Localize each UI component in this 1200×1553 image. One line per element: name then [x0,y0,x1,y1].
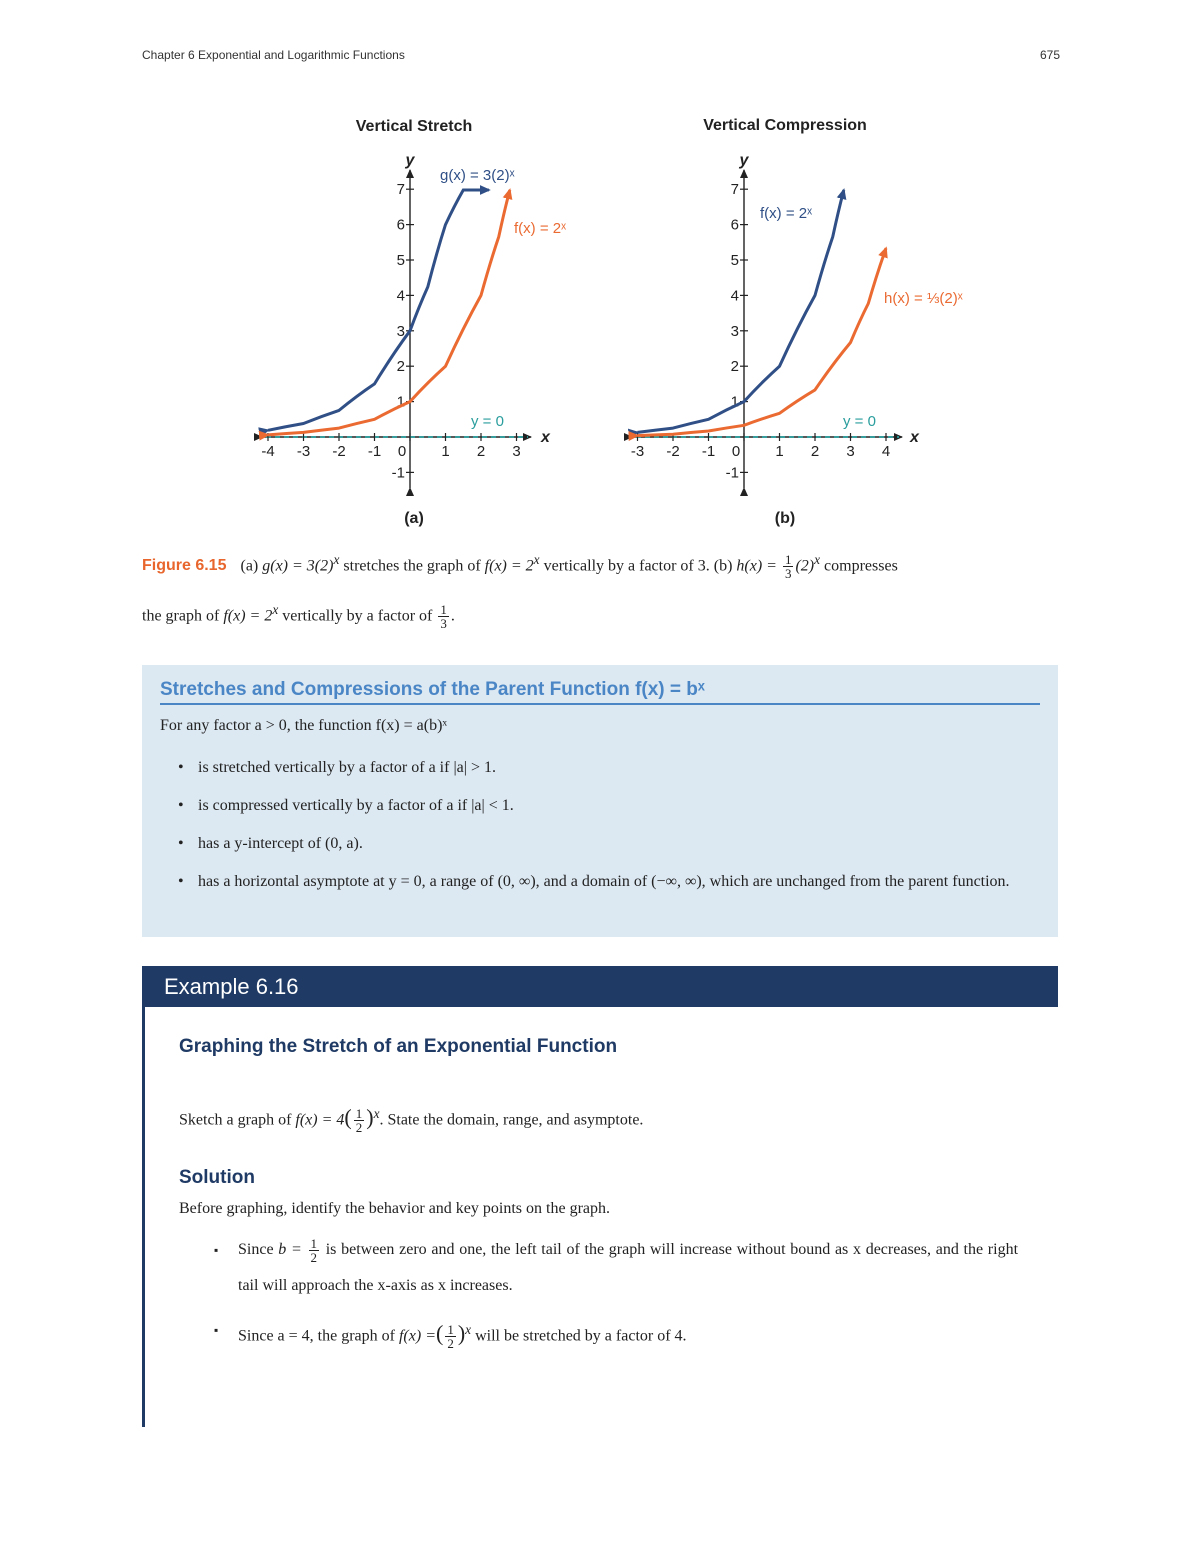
x-tick-label: -4 [261,443,275,460]
y-tick-label: 1 [396,393,405,411]
x-axis-label: x [910,429,919,446]
problem-text: Sketch a graph of [179,1111,292,1129]
solution-title: Solution [179,1167,255,1188]
key-concept-item: • is compressed vertically by a factor of a if |a| < 1. [198,791,1043,821]
problem-math: f(x) = 4 [295,1111,345,1129]
caption-text: vertically by a factor of 3. (b) [543,557,733,575]
key-concept-item: • has a y-intercept of (0, a). [198,829,1043,859]
series-line-f [268,190,510,435]
series-line-h [638,248,887,435]
problem-text: . State the domain, range, and asymptote. [379,1111,644,1129]
caption-exponent: x [814,552,821,567]
example-problem: Sketch a graph of f(x) = 4( $\frac{1}{2}$ )$^x$. State the domain, range, and asymptote. [179,1104,644,1136]
series-label-f: f(x) = 2ˣ [514,220,567,237]
problem-fraction: $\frac{1}{2}$ [355,1106,363,1136]
x-tick-label: 3 [512,443,521,460]
key-concept-item: • has a horizontal asymptote at y = 0, a range of (0, ∞), and a domain of (−∞, ∞), which are unchanged from the parent function. [198,867,1043,897]
example-side-rule [142,1007,145,1427]
y-tick-label: 2 [730,358,739,376]
solution-fraction: $\frac{1}{2}$ [447,1322,454,1352]
y-tick-label: 2 [396,358,405,376]
caption-exponent: x [533,552,540,567]
x-tick-label: 0 [731,443,741,460]
series-line-g [268,190,489,430]
caption-exponent: x [272,602,279,618]
y-tick-label: -1 [725,464,739,482]
problem-exponent: x [373,1106,380,1121]
y-tick-label: 6 [396,216,405,234]
caption-text: . [450,607,455,625]
page-number: 675 [1039,48,1060,62]
example-header-bar [142,966,1058,1007]
figure-6-15 [0,0,1200,540]
figure-caption [142,538,1060,639]
x-tick-label: 4 [881,443,891,460]
caption-math: f(x) = 2 [223,607,273,625]
chart-vertical-stretch [261,118,566,527]
x-tick-label: -2 [332,443,346,460]
y-tick-label: 6 [730,216,739,234]
solution-item: ▪ Since a = 4, the graph of f(x) =( $\frac{1}{2}$ )$^x$ will be stretched by a factor of 4. [238,1312,1018,1354]
solution-intro: Before graphing, identify the behavior and key points on the graph. [179,1200,610,1217]
asymptote-label: y = 0 [471,413,504,430]
key-concept-list [198,753,1043,905]
caption-text: vertically by a factor of [282,607,433,625]
series-label-h: h(x) = ⅓(2)ˣ [884,290,963,307]
chart-vertical-compression [631,117,963,527]
key-concept-box [142,665,1058,937]
x-tick-label: 2 [810,443,820,460]
y-tick-label: 5 [396,252,405,269]
y-tick-label: 3 [396,322,405,340]
x-tick-label: 3 [846,443,855,460]
x-tick-label: -3 [630,443,645,460]
y-tick-label: -1 [391,464,405,482]
x-tick-label: -1 [367,443,382,460]
solution-list [238,1232,1018,1362]
caption-math: (2) [795,557,815,575]
caption-line-2 [142,588,1060,638]
caption-text: (a) [240,557,259,575]
series-line-f [638,190,844,432]
x-tick-label: -2 [666,443,680,460]
caption-math: g(x) = 3(2) [262,557,334,575]
x-tick-label: -3 [296,443,311,460]
solution-fraction: $\frac{1}{2}$ [310,1235,317,1265]
caption-text: the graph of [142,607,220,625]
y-tick-label: 7 [396,181,405,199]
example-label: Example 6.16 [164,974,299,999]
y-axis-label: y [739,152,749,169]
figure-number: Figure 6.15 [142,557,227,575]
x-tick-label: 1 [441,443,450,460]
y-tick-label: 3 [730,322,739,340]
chapter-title: Chapter 6 Exponential and Logarithmic Functions [142,48,405,62]
key-concept-item: • is stretched vertically by a factor of a if |a| > 1. [198,753,1043,783]
y-tick-label: 7 [730,181,739,199]
caption-text: compresses [824,557,898,575]
x-tick-label: 1 [775,443,784,460]
caption-math: f(x) = 2 [484,557,534,575]
caption-exponent: x [333,552,340,567]
panel-label: (b) [774,510,796,527]
series-label-f: f(x) = 2ˣ [760,205,813,222]
chart-title: Vertical Compression [703,117,867,134]
caption-fraction: $\frac{1}{3}$ [784,552,792,582]
caption-line-1 [142,538,1060,588]
panel-label: (a) [404,510,424,527]
asymptote-label: y = 0 [843,413,876,430]
x-axis-label: x [541,429,550,446]
chart-title: Vertical Stretch [355,118,473,135]
y-tick-label: 4 [396,287,405,305]
y-tick-label: 1 [730,393,739,411]
y-tick-label: 5 [730,252,739,269]
key-concept-intro: For any factor a > 0, the function f(x) = a(b)ˣ [160,717,448,734]
solution-item: ▪ Since b = $\frac{1}{2}$ is between zero and one, the left tail of the graph will increase without bound as x decreases, and the right tail will approach the x-axis as x increases. [238,1232,1018,1304]
y-tick-label: 4 [730,287,739,305]
key-concept-title: Stretches and Compressions of the Parent Function f(x) = bˣ [160,679,1040,705]
x-tick-label: 0 [397,443,407,460]
caption-math: h(x) = [736,557,777,575]
x-tick-label: -1 [701,443,716,460]
series-label-g: g(x) = 3(2)ˣ [440,167,515,184]
caption-text: stretches the graph of [343,557,481,575]
example-title: Graphing the Stretch of an Exponential Function [179,1036,618,1057]
x-tick-label: 2 [476,443,486,460]
caption-fraction: $\frac{1}{3}$ [440,602,447,632]
y-axis-label: y [405,152,415,169]
